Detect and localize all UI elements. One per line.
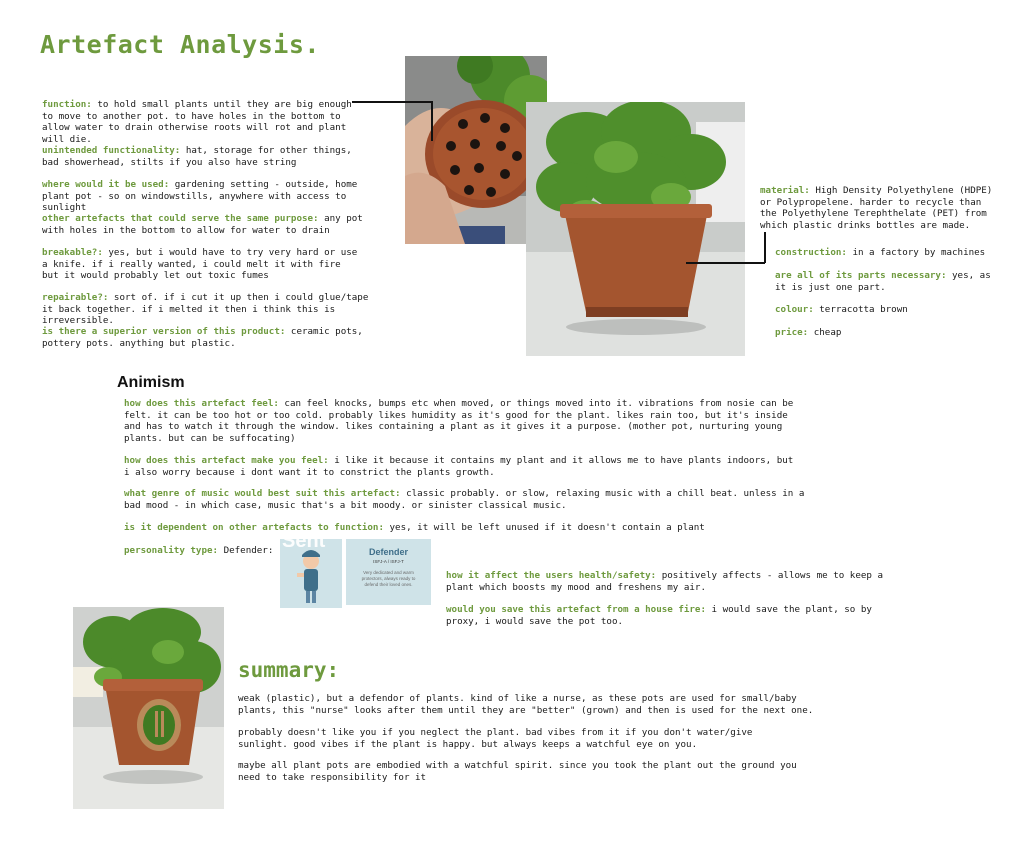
dependent-text: is it dependent on other artefacts to function: yes, it will be left unused if it doesn't contain a plant — [124, 522, 705, 533]
summary-heading: summary: — [238, 658, 340, 682]
connector-line — [686, 262, 765, 264]
connector-line — [764, 232, 766, 263]
construction-text: construction: in a factory by machines — [775, 247, 986, 258]
breakable-text: breakable?: yes, but i would have to try very hard or use a knife. if i really wanted, i could melt it with fire but it would probably let out toxic fumes — [42, 247, 358, 281]
animism-heading: Animism — [117, 374, 185, 391]
parts-necessary-text: are all of its parts necessary: yes, as it is just one part. — [775, 270, 991, 293]
health-safety-text: how it affect the users health/safety: positively affects - allows me to keep a plant which boosts my mood and freshens my air. — [446, 570, 883, 593]
summary-paragraph: maybe all plant pots are embodied with a watchful spirit. since you took the plant out the ground you need to take responsibility for it — [238, 760, 797, 783]
defender-name: Defender — [368, 547, 408, 557]
defender-code: ISFJ-A / ISFJ-T — [373, 559, 404, 564]
music-genre-text: what genre of music would best suit this artefact: classic probably. or slow, relaxing music with a chill beat. unless in a bad mood - in which case, music that's a bit moody. or sinister classical music. — [124, 488, 805, 511]
faded-text: Sent — [282, 530, 326, 552]
function-text: function: to hold small plants until they are big enough to move to another pot. to have holes in the bottom to allow water to drain otherwise roots will rot and plant will die. — [42, 99, 352, 145]
summary-paragraph: probably doesn't like you if you neglect the plant. bad vibes from it if you don't water/give sunlight. good vibes if the plant is happy. but always keeps a watchful eye on you. — [238, 727, 753, 750]
defender-info-card — [346, 539, 431, 605]
connector-line — [431, 101, 433, 141]
feel-text: how does this artefact feel: can feel knocks, bumps etc when moved, or things moved into it. vibrations from nosie can be felt. it can be too hot or too cold. probably likes humidity as it's good for the plant. likes rain too, but it's inside and has to watch it through the window. likes containing a plant as it gives it a purpose. (mother pot, nurturing young plants. but can be suffocating) — [124, 398, 794, 444]
repairable-text: repairable?: sort of. if i cut it up then i could glue/tape it back together. if i melted it then i think this is irreversible. — [42, 292, 369, 326]
where-used-text: where would it be used: gardening setting - outside, home plant pot - so on windowstills, anywhere with access to sunlight — [42, 179, 358, 213]
potted-plant-photo — [526, 102, 745, 356]
page-title: Artefact Analysis. — [40, 30, 320, 59]
colour-text: colour: terracotta brown — [775, 304, 908, 315]
house-fire-text: would you save this artefact from a house fire: i would save the plant, so by proxy, i would save the pot too. — [446, 604, 872, 627]
make-you-feel-text: how does this artefact make you feel: i like it because it contains my plant and it allows me to have plants indoors, but i also worry because i dont want it to constrict the plants growth. — [124, 455, 794, 478]
defender-description: Very dedicated and warm protectors, always ready to defend their loved ones. — [361, 570, 416, 587]
connector-line — [352, 101, 432, 103]
summary-paragraph: weak (plastic), but a defendor of plants. kind of like a nurse, as these pots are used for small/baby plants, this "nurse" looks after them until they are "better" (grown) and then is used for the next one. — [238, 693, 814, 716]
personality-type-text: personality type: Defender: — [124, 545, 274, 556]
unintended-functionality-text: unintended functionality: hat, storage for other things, bad showerhead, stilts if you also have string — [42, 145, 352, 168]
other-artefacts-text: other artefacts that could serve the same purpose: any pot with holes in the bottom to allow for water to drain — [42, 213, 363, 236]
superior-version-text: is there a superior version of this product: ceramic pots, pottery pots. anything but plastic. — [42, 326, 363, 349]
pot-with-sticker-photo — [73, 607, 224, 809]
price-text: price: cheap — [775, 327, 842, 338]
material-text: material: High Density Polyethylene (HDPE) or Polypropelene. harder to recycle than the Polyethylene Terephthelate (PET) from which plastic drinks bottles are made. — [760, 185, 993, 231]
